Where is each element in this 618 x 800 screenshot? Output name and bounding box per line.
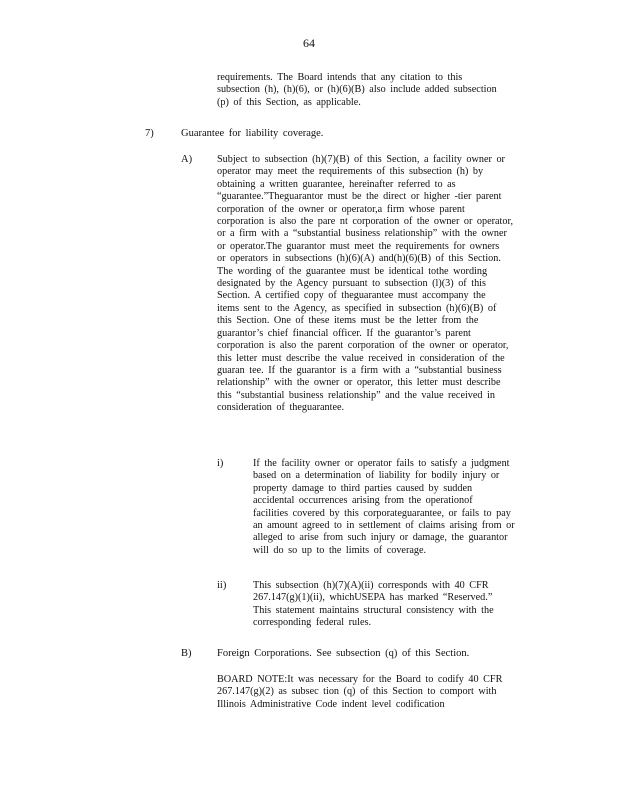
item-i-line: accidental occurrences arising from the operationof <box>253 495 473 507</box>
item-a-line: this “substantial business relationship” and the value received in <box>217 389 495 401</box>
intro-line: subsection (h), (h)(6), or (h)(6)(B) also include added subsection <box>217 84 497 96</box>
board-note-line: Illinois Administrative Code indent level codification <box>217 698 445 710</box>
item-b-label: B) <box>181 648 192 659</box>
item-i-line: alleged to arise from such injury or damage, the guarantor <box>253 532 508 544</box>
item-ii-line: This statement maintains structural consistency with the <box>253 604 494 616</box>
item-ii-line: 267.147(g)(1)(ii), whichUSEPA has marked “Reserved.” <box>253 592 493 604</box>
item-a-line: guaran tee. If the guarantor is a firm with a “substantial business <box>217 364 502 376</box>
item-i-text <box>253 458 515 557</box>
item-i-line: facilities covered by this corporateguarantee, or fails to pay <box>253 507 511 519</box>
item-a-line: obtaining a written guarantee, hereinafter referred to as <box>217 178 456 190</box>
item-a-label: A) <box>181 154 193 165</box>
intro-line: requirements. The Board intends that any citation to this <box>217 72 463 83</box>
item-a-line: or operator.The guarantor must meet the requirements for owners <box>217 240 500 252</box>
item-a-line: this letter must describe the value received in consideration of the <box>217 352 505 364</box>
item-b-heading: Foreign Corporations. See subsection (q) of this Section. <box>217 648 470 659</box>
intro-paragraph <box>217 72 497 109</box>
item-a-line: corporation is also the pare nt corporation of the owner or operator, <box>217 216 513 228</box>
item-a-line: Subject to subsection (h)(7)(B) of this Section, a facility owner or <box>217 154 505 165</box>
intro-line: (p) of this Section, as applicable. <box>217 96 361 108</box>
item-a-line: items sent to the Agency, as specified in subsection (h)(6)(B) of <box>217 302 497 314</box>
item-a-line: operator may meet the requirements of this subsection (h) by <box>217 166 484 178</box>
item-a-line: The wording of the guarantee must be identical tothe wording <box>217 265 488 277</box>
item-a-line: or a firm with a “substantial business relationship” with the owner <box>217 228 507 240</box>
section-7-label: 7) <box>145 128 154 139</box>
item-a-line: Section. A certified copy of theguarantee must accompany the <box>217 290 486 302</box>
item-a-line: corporation is also the parent corporation of the owner or operator, <box>217 340 509 352</box>
item-i-line: based on a determination of liability for bodily injury or <box>253 470 500 482</box>
board-note-line: 267.147(g)(2) as subsec tion (q) of this Section to comport with <box>217 686 497 698</box>
item-a-line: corporation of the owner or operator,a firm whose parent <box>217 203 465 215</box>
item-i-line: If the facility owner or operator fails to satisfy a judgment <box>253 458 510 469</box>
item-i-label: i) <box>217 458 224 469</box>
item-i-line: an amount agreed to in settlement of claims arising from or <box>253 520 515 532</box>
section-7-heading: Guarantee for liability coverage. <box>181 128 324 139</box>
board-note <box>217 674 502 711</box>
item-ii-text <box>253 580 494 630</box>
item-a-line: designated by the Agency pursuant to subsection (l)(3) of this <box>217 278 486 290</box>
item-ii-line: This subsection (h)(7)(A)(ii) corresponds with 40 CFR <box>253 580 489 591</box>
board-note-line: BOARD NOTE:It was necessary for the Board to codify 40 CFR <box>217 674 503 685</box>
item-ii-label: ii) <box>217 580 227 591</box>
item-a-line: relationship” with the owner or operator, this letter must describe <box>217 377 501 389</box>
item-a-line: “guarantee.”Theguarantor must be the direct or higher -tier parent <box>217 191 502 203</box>
item-a-text <box>217 154 513 415</box>
item-i-line: will do so up to the limits of coverage. <box>253 544 427 556</box>
item-a-line: guarantor’s chief financial officer. If the guarantor’s parent <box>217 327 471 339</box>
item-i-line: property damage to third parties caused by sudden <box>253 482 473 494</box>
item-a-line: or operators in subsections (h)(6)(A) and(h)(6)(B) of this Section. <box>217 253 501 265</box>
item-a-line: consideration of theguarantee. <box>217 402 345 414</box>
item-ii-line: corresponding federal rules. <box>253 617 371 629</box>
item-a-line: this Section. One of these items must be the letter from the <box>217 315 479 327</box>
page-number: 64 <box>303 36 315 50</box>
